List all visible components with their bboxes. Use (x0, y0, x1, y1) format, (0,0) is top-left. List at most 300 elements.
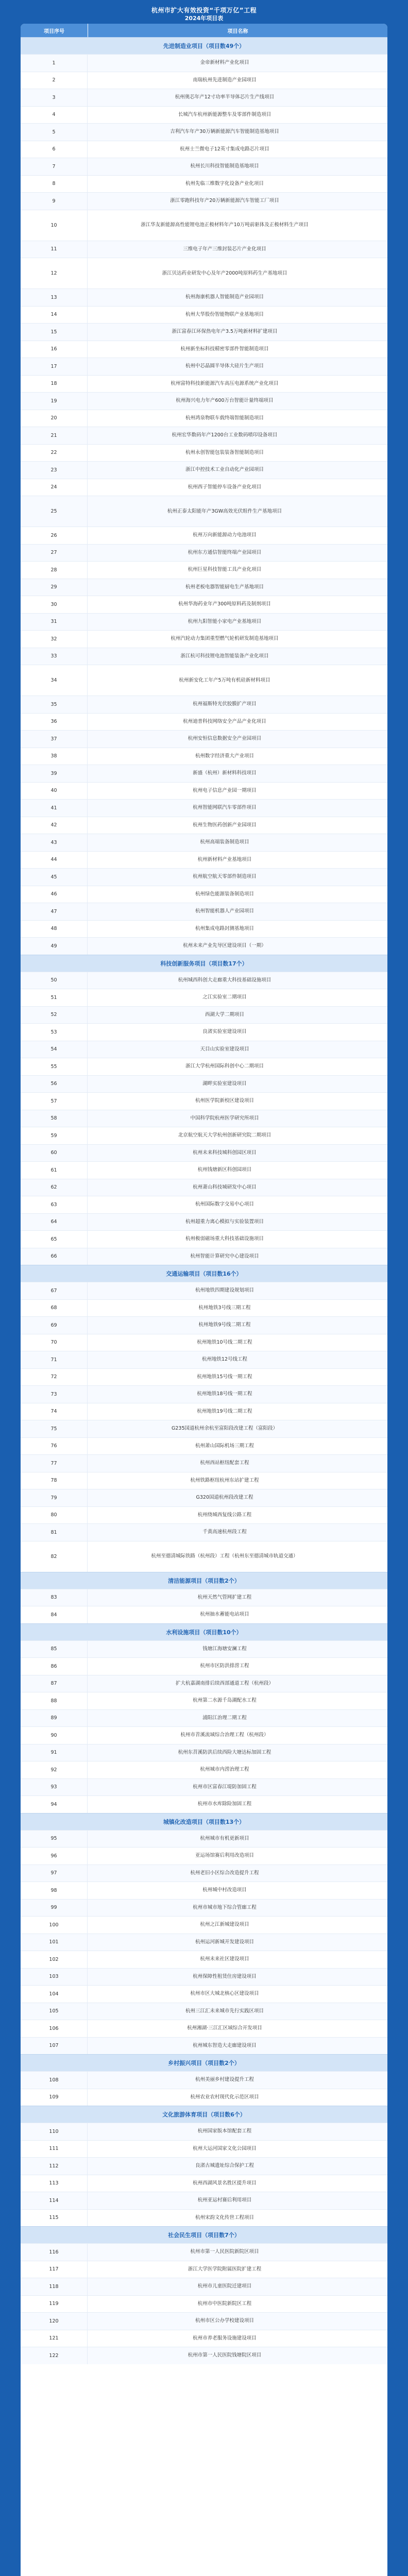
project-name: 杭州东苕溪防洪后续西险大塘达标加固工程 (178, 1749, 271, 1755)
table-row (21, 106, 387, 124)
project-number: 112 (21, 2158, 88, 2175)
project-name: 杭州地铁10号线二期工程 (197, 1339, 252, 1345)
table-row (21, 1006, 387, 1024)
project-number: 35 (21, 696, 88, 713)
project-number: 6 (21, 141, 88, 158)
table-row (21, 886, 387, 903)
project-name: 杭州市苕溪流域综合治理工程（杭州段） (180, 1732, 269, 1738)
project-number: 17 (21, 358, 88, 375)
table-row (21, 1437, 387, 1455)
project-name: 杭州智能机器人产业园项目 (195, 908, 254, 914)
project-name: 杭州萧山科技城研发中心项目 (193, 1184, 257, 1190)
table-row (21, 1830, 387, 1848)
table-row (21, 479, 387, 496)
project-name: 杭州西子智能停车设备产业化项目 (188, 484, 262, 490)
table-row (21, 544, 387, 562)
project-number: 93 (21, 1779, 88, 1796)
page-title: 杭州市扩大有效投资“千项万亿”工程 (151, 7, 257, 14)
project-name: 吉利汽车年产30万辆新能源汽车智能制造基地项目 (170, 129, 279, 135)
project-name: 杭州东方通信智能终端产业园项目 (188, 549, 262, 555)
project-number: 110 (21, 2123, 88, 2140)
table-row (21, 1075, 387, 1093)
project-number: 87 (21, 1675, 88, 1692)
table-row (21, 2192, 387, 2209)
project-number: 88 (21, 1692, 88, 1709)
table-row (21, 375, 387, 393)
project-number: 44 (21, 852, 88, 869)
project-name: 杭州高端装备制造项目 (200, 839, 249, 845)
table-row (21, 868, 387, 886)
project-name: 杭州市区大城北核心区建设项目 (190, 1991, 259, 1997)
table-row (21, 851, 387, 869)
project-number: 72 (21, 1369, 88, 1386)
table-row (21, 1589, 387, 1606)
project-name: 杭州超重力离心模拟与实验装置项目 (185, 1218, 264, 1225)
project-number: 52 (21, 1007, 88, 1024)
project-name: 杭州市第一人民医院新院区项目 (190, 2249, 259, 2255)
project-number: 102 (21, 1951, 88, 1968)
project-number: 105 (21, 2003, 88, 2020)
project-name: 杭州安恒信息数据安全产业园项目 (188, 736, 262, 742)
table-row (21, 972, 387, 989)
section-group (21, 1572, 387, 1623)
project-name: 杭州运河新城开发建设项目 (195, 1939, 254, 1945)
table-row (21, 54, 387, 72)
project-name: 杭州长川科技智能制造基地项目 (190, 163, 259, 170)
project-number: 114 (21, 2192, 88, 2209)
table-row (21, 561, 387, 579)
project-number: 81 (21, 1524, 88, 1541)
project-name: 杭州智能网联汽车零部件项目 (193, 805, 257, 811)
table-row (21, 2312, 387, 2330)
table-row (21, 1196, 387, 1213)
project-number: 63 (21, 1196, 88, 1213)
project-number: 9 (21, 193, 88, 210)
project-name: 杭州未来社区建设项目 (200, 1956, 249, 1962)
project-number: 51 (21, 989, 88, 1006)
project-number: 122 (21, 2347, 88, 2364)
project-name: 杭州地铁9号线二期工程 (198, 1322, 251, 1328)
table-row (21, 1230, 387, 1248)
project-number: 10 (21, 210, 88, 241)
project-name: 杭州巨星科技智能工具产业化项目 (188, 567, 262, 573)
table-row (21, 1334, 387, 1351)
table-row (21, 444, 387, 462)
project-name: 杭州城西科创大走廊重大科技基础设施项目 (178, 977, 271, 983)
table-row (21, 175, 387, 193)
project-name: 杭州市养老服务设施建设项目 (193, 2335, 257, 2341)
project-name: 杭州新材料产业基地项目 (197, 856, 252, 862)
project-name: 长城汽车杭州新能源整车及零部件制造项目 (178, 111, 271, 117)
project-name: 杭州富特科技新能源汽车高压电源系统产业化项目 (171, 380, 279, 386)
project-name: 杭州华海药业年产300吨原料药及制剂项目 (178, 601, 271, 607)
project-number: 8 (21, 176, 88, 193)
project-number: 16 (21, 341, 88, 358)
table-row (21, 1282, 387, 1299)
project-number: 97 (21, 1865, 88, 1882)
project-number: 62 (21, 1179, 88, 1196)
table-row (21, 920, 387, 938)
section-group (21, 1265, 387, 1572)
table-row (21, 2261, 387, 2278)
project-number: 34 (21, 665, 88, 696)
table-row (21, 2243, 387, 2261)
project-number: 115 (21, 2210, 88, 2227)
project-name: 钱塘江海塘安澜工程 (202, 1646, 247, 1652)
section-header: 先进制造业项目（项目数49个） (21, 37, 387, 54)
table-row (21, 1847, 387, 1865)
project-number: 95 (21, 1831, 88, 1848)
project-name: 杭州亚运村赛后利用项目 (197, 2197, 252, 2204)
project-name: 南瑞杭州先进制造产业园项目 (193, 77, 257, 83)
table-row (21, 427, 387, 444)
project-name: 杭州绿色能源装备制造项目 (195, 891, 254, 897)
project-number: 74 (21, 1403, 88, 1420)
project-number: 29 (21, 579, 88, 596)
table-row (21, 713, 387, 731)
project-number: 66 (21, 1248, 88, 1265)
project-name: 西湖大学二期项目 (205, 1011, 244, 1018)
project-name: 三维电子年产三维封装芯片产业化项目 (183, 246, 266, 252)
project-number: 101 (21, 1934, 88, 1951)
project-number: 71 (21, 1351, 88, 1368)
project-name: 杭州市水库除险加固工程 (197, 1801, 252, 1807)
project-name: 杭州西站枢纽配套工程 (200, 1460, 249, 1466)
table-row (21, 696, 387, 713)
project-name: 杭州地铁3号线三期工程 (198, 1304, 251, 1311)
project-name: 亚运场馆赛后利用改造项目 (195, 1853, 254, 1859)
project-name: 金帝新材料产业化项目 (200, 60, 249, 66)
table-row (21, 2175, 387, 2192)
table-row (21, 1179, 387, 1196)
project-number: 85 (21, 1641, 88, 1658)
project-name: 杭州先临三维数字化设备产业化项目 (185, 180, 264, 187)
project-number: 45 (21, 869, 88, 886)
project-number: 28 (21, 562, 88, 579)
project-name: 杭州老板电器智能厨电生产基地项目 (185, 584, 264, 590)
section-header: 城镇化改造项目（项目数13个） (21, 1813, 387, 1830)
project-number: 11 (21, 241, 88, 258)
header (21, 6, 387, 23)
project-name: 杭州九阳智能小家电产业基地项目 (188, 618, 262, 624)
table-row (21, 2003, 387, 2020)
project-number: 59 (21, 1127, 88, 1144)
project-number: 107 (21, 2038, 88, 2055)
project-name: 杭州钱塘新区科创园项目 (197, 1167, 252, 1173)
project-name: 之江实验室二期项目 (202, 994, 247, 1001)
project-name: 杭州国家版本馆配套工程 (197, 2128, 252, 2134)
table-row (21, 1454, 387, 1472)
table-row (21, 1916, 387, 1934)
project-name: 杭州城东智造大走廊建设项目 (193, 2042, 257, 2048)
project-number: 104 (21, 1986, 88, 2003)
table-row (21, 392, 387, 410)
project-number: 38 (21, 748, 88, 765)
table-row (21, 1968, 387, 1986)
project-name: 杭州未来产业先导区建设项目（一期） (183, 943, 266, 949)
project-name: 良渚实验室建设项目 (202, 1029, 247, 1035)
project-number: 79 (21, 1489, 88, 1506)
table-row (21, 72, 387, 89)
table-row (21, 1144, 387, 1162)
project-number: 86 (21, 1658, 88, 1675)
project-number: 120 (21, 2313, 88, 2330)
project-name: 杭州万向新能源动力电池项目 (193, 532, 257, 538)
table-row (21, 1213, 387, 1231)
project-number: 61 (21, 1162, 88, 1179)
project-name: 浙江贝达药业研发中心及年产2000吨原料药生产基地项目 (162, 270, 287, 276)
table-row (21, 1127, 387, 1144)
project-number: 73 (21, 1386, 88, 1403)
project-name: 杭州之江新城建设项目 (200, 1922, 249, 1928)
project-number: 96 (21, 1848, 88, 1865)
project-name: 杭州大华股份智能物联产业基地项目 (185, 311, 264, 317)
project-name: 杭州福斯特光伏胶膜扩产项目 (193, 701, 257, 707)
project-name: 杭州宋韵文化传世工程项目 (195, 2214, 254, 2221)
project-number: 15 (21, 324, 88, 341)
project-number: 100 (21, 1917, 88, 1934)
project-number: 36 (21, 714, 88, 731)
project-number: 12 (21, 258, 88, 289)
project-number: 68 (21, 1300, 88, 1317)
table-row (21, 1865, 387, 1882)
project-number: 111 (21, 2141, 88, 2158)
table-row (21, 158, 387, 175)
project-number: 48 (21, 921, 88, 938)
project-name: 杭州新坐标科技精密零部件智能制造项目 (180, 346, 269, 352)
section-header: 清洁能源项目（项目数2个） (21, 1572, 387, 1589)
table-row (21, 748, 387, 765)
table-row (21, 1316, 387, 1334)
table-row (21, 1506, 387, 1524)
table-row (21, 1606, 387, 1623)
table-row (21, 2071, 387, 2089)
project-name: 杭州地铁18号线一期工程 (197, 1391, 252, 1397)
table-row (21, 1110, 387, 1127)
project-name: 杭州奥芯年产12寸功率半导体芯片生产线项目 (175, 94, 275, 100)
project-number: 46 (21, 886, 88, 903)
project-name: 杭州市中医院新院区工程 (197, 2300, 252, 2307)
project-number: 18 (21, 376, 88, 393)
project-name: 新盛（杭州）新材料科技项目 (193, 770, 257, 776)
table-row (21, 665, 387, 696)
table-row (21, 1657, 387, 1675)
project-number: 80 (21, 1507, 88, 1524)
table-header (21, 24, 387, 37)
project-number: 30 (21, 596, 88, 613)
table-row (21, 2037, 387, 2055)
project-name: 杭州铁路枢纽杭州东站扩建工程 (190, 1477, 259, 1483)
table-row (21, 123, 387, 141)
column-header-number: 项目序号 (21, 24, 88, 37)
project-number: 20 (21, 410, 88, 427)
project-number: 91 (21, 1744, 88, 1761)
project-number: 65 (21, 1231, 88, 1248)
project-number: 83 (21, 1589, 88, 1606)
table-row (21, 1161, 387, 1179)
project-number: 31 (21, 614, 88, 631)
table-row (21, 1726, 387, 1744)
table-row (21, 410, 387, 427)
project-number: 32 (21, 631, 88, 648)
project-number: 117 (21, 2261, 88, 2278)
project-name: 杭州大运河国家文化公园项目 (193, 2145, 257, 2151)
table-row (21, 306, 387, 324)
project-name: 杭州农业农村现代化示范区项目 (190, 2094, 259, 2100)
table-row (21, 89, 387, 106)
table-row (21, 834, 387, 851)
section-group (21, 2226, 387, 2364)
project-name: 杭州中芯晶圆半导体大硅片生产项目 (185, 363, 264, 369)
table-row (21, 258, 387, 289)
section-group (21, 955, 387, 1265)
section-group (21, 2106, 387, 2226)
project-number: 1 (21, 55, 88, 72)
project-number: 27 (21, 545, 88, 562)
project-number: 90 (21, 1727, 88, 1744)
table-row (21, 358, 387, 375)
project-number: 99 (21, 1900, 88, 1917)
project-name: 杭州海康机器人智能制造产业园项目 (185, 294, 264, 300)
table-row (21, 341, 387, 358)
project-name: 杭州航空航天零部件制造项目 (193, 874, 257, 880)
project-number: 78 (21, 1472, 88, 1489)
project-name: 杭州海兴电力年产600万台智能计量终端项目 (176, 398, 274, 404)
column-header-name: 项目名称 (227, 28, 248, 35)
table-row (21, 989, 387, 1006)
project-name: 扩大杭嘉湖南排后续西部通道工程（杭州段） (175, 1680, 274, 1686)
table-row (21, 1041, 387, 1058)
project-name: 杭州市区公办学校建设项目 (195, 2318, 254, 2324)
table-row (21, 1778, 387, 1796)
table-row (21, 1795, 387, 1813)
project-name: 杭州三江汇未来城市先行实践区项目 (185, 2008, 264, 2014)
project-name: 湖畔实验室建设项目 (202, 1080, 247, 1087)
project-name: G320国道杭州段改建工程 (196, 1495, 253, 1501)
table-row (21, 2140, 387, 2158)
table-row (21, 937, 387, 955)
project-number: 33 (21, 648, 88, 665)
project-name: 杭州至德清城际铁路（杭州段）工程（杭州东至德清城市轨道交通） (151, 1553, 298, 1559)
table-row (21, 1899, 387, 1917)
project-number: 94 (21, 1796, 88, 1813)
table-row (21, 1351, 387, 1368)
table-row (21, 730, 387, 748)
project-name: 杭州鸿泉物联车载终端智能制造项目 (185, 415, 264, 421)
project-name: 天目山实验室建设项目 (200, 1046, 249, 1052)
table-row (21, 1761, 387, 1778)
project-number: 60 (21, 1145, 88, 1162)
project-name: 浙江大学杭州国际科创中心二期项目 (185, 1063, 264, 1070)
table-row (21, 289, 387, 306)
project-number: 98 (21, 1882, 88, 1899)
project-name: 杭州国际数字交易中心项目 (195, 1201, 254, 1208)
project-number: 43 (21, 834, 88, 851)
table-row (21, 1489, 387, 1506)
table-row (21, 1023, 387, 1041)
table-row (21, 1058, 387, 1075)
table-row (21, 817, 387, 834)
project-number: 42 (21, 817, 88, 834)
project-name: 浦阳江治理二期工程 (202, 1715, 247, 1721)
project-name: 浙江杭可科技锂电池智能装备产业化项目 (180, 653, 269, 659)
project-name: 杭州市第一人民医院钱塘院区项目 (188, 2352, 262, 2359)
project-number: 106 (21, 2020, 88, 2037)
table-row (21, 1675, 387, 1692)
project-name: 浙江华友新能源高性能锂电池正极材料年产10万吨前驱体及正极材料生产项目 (141, 222, 309, 228)
project-name: 杭州西湖风景名胜区提升项目 (193, 2180, 257, 2186)
project-number: 7 (21, 158, 88, 175)
project-number: 23 (21, 462, 88, 479)
project-number: 39 (21, 765, 88, 782)
project-name: 杭州萧山国际机场三期工程 (195, 1443, 254, 1449)
project-name: 中国科学院杭州医学研究所项目 (190, 1115, 259, 1121)
table-row (21, 1092, 387, 1110)
project-number: 14 (21, 307, 88, 324)
table-row (21, 2209, 387, 2227)
project-name: 杭州抽水蓄能电站项目 (200, 1612, 249, 1618)
table-row (21, 496, 387, 527)
project-number: 92 (21, 1761, 88, 1778)
section-header: 交通运输项目（项目数16个） (21, 1265, 387, 1282)
table-row (21, 648, 387, 665)
table-row (21, 1248, 387, 1265)
project-number: 69 (21, 1317, 88, 1334)
table-row (21, 1541, 387, 1572)
section-header: 文化旅游体育项目（项目数6个） (21, 2106, 387, 2123)
project-name: 杭州电子信息产业园一期项目 (193, 787, 257, 793)
project-name: 杭州天然气管网扩建工程 (197, 1594, 252, 1600)
project-number: 13 (21, 289, 88, 306)
project-number: 25 (21, 496, 88, 527)
project-name: 杭州市区富春江堤防加固工程 (193, 1784, 257, 1790)
table-row (21, 596, 387, 613)
project-number: 64 (21, 1214, 88, 1231)
section-group (21, 2054, 387, 2106)
project-name: 浙江富春江环保热电年产3.5万吨新材料扩建项目 (172, 329, 278, 335)
project-name: 杭州地铁19号线二期工程 (197, 1408, 252, 1414)
project-name: G235国道杭州余杭至富阳段改建工程（富阳段） (172, 1426, 278, 1432)
table-row (21, 1709, 387, 1727)
project-number: 22 (21, 445, 88, 462)
table-row (21, 2020, 387, 2037)
table-row (21, 2330, 387, 2347)
project-number: 26 (21, 527, 88, 544)
project-name: 杭州极弱磁场重大科技基础设施项目 (185, 1236, 264, 1242)
table-row (21, 2295, 387, 2313)
table-row (21, 192, 387, 210)
table-row (21, 2123, 387, 2140)
table-row (21, 241, 387, 258)
project-name: 杭州绕城西复线公路工程 (197, 1512, 252, 1518)
table-row (21, 1472, 387, 1489)
project-name: 浙江大学医学院附属医院扩建工程 (188, 2266, 262, 2272)
project-number: 53 (21, 1024, 88, 1041)
table-row (21, 527, 387, 544)
project-number: 116 (21, 2244, 88, 2261)
project-number: 21 (21, 427, 88, 444)
project-number: 37 (21, 731, 88, 748)
table-row (21, 1403, 387, 1420)
project-number: 76 (21, 1438, 88, 1455)
table-row (21, 1523, 387, 1541)
table-row (21, 579, 387, 596)
project-name: 杭州生物医药创新产业园项目 (193, 822, 257, 828)
project-name: 杭州第二水源千岛湖配水工程 (193, 1698, 257, 1704)
project-number: 56 (21, 1076, 88, 1093)
table-row (21, 782, 387, 800)
project-name: 杭州美丽乡村建设提升工程 (195, 2077, 254, 2083)
